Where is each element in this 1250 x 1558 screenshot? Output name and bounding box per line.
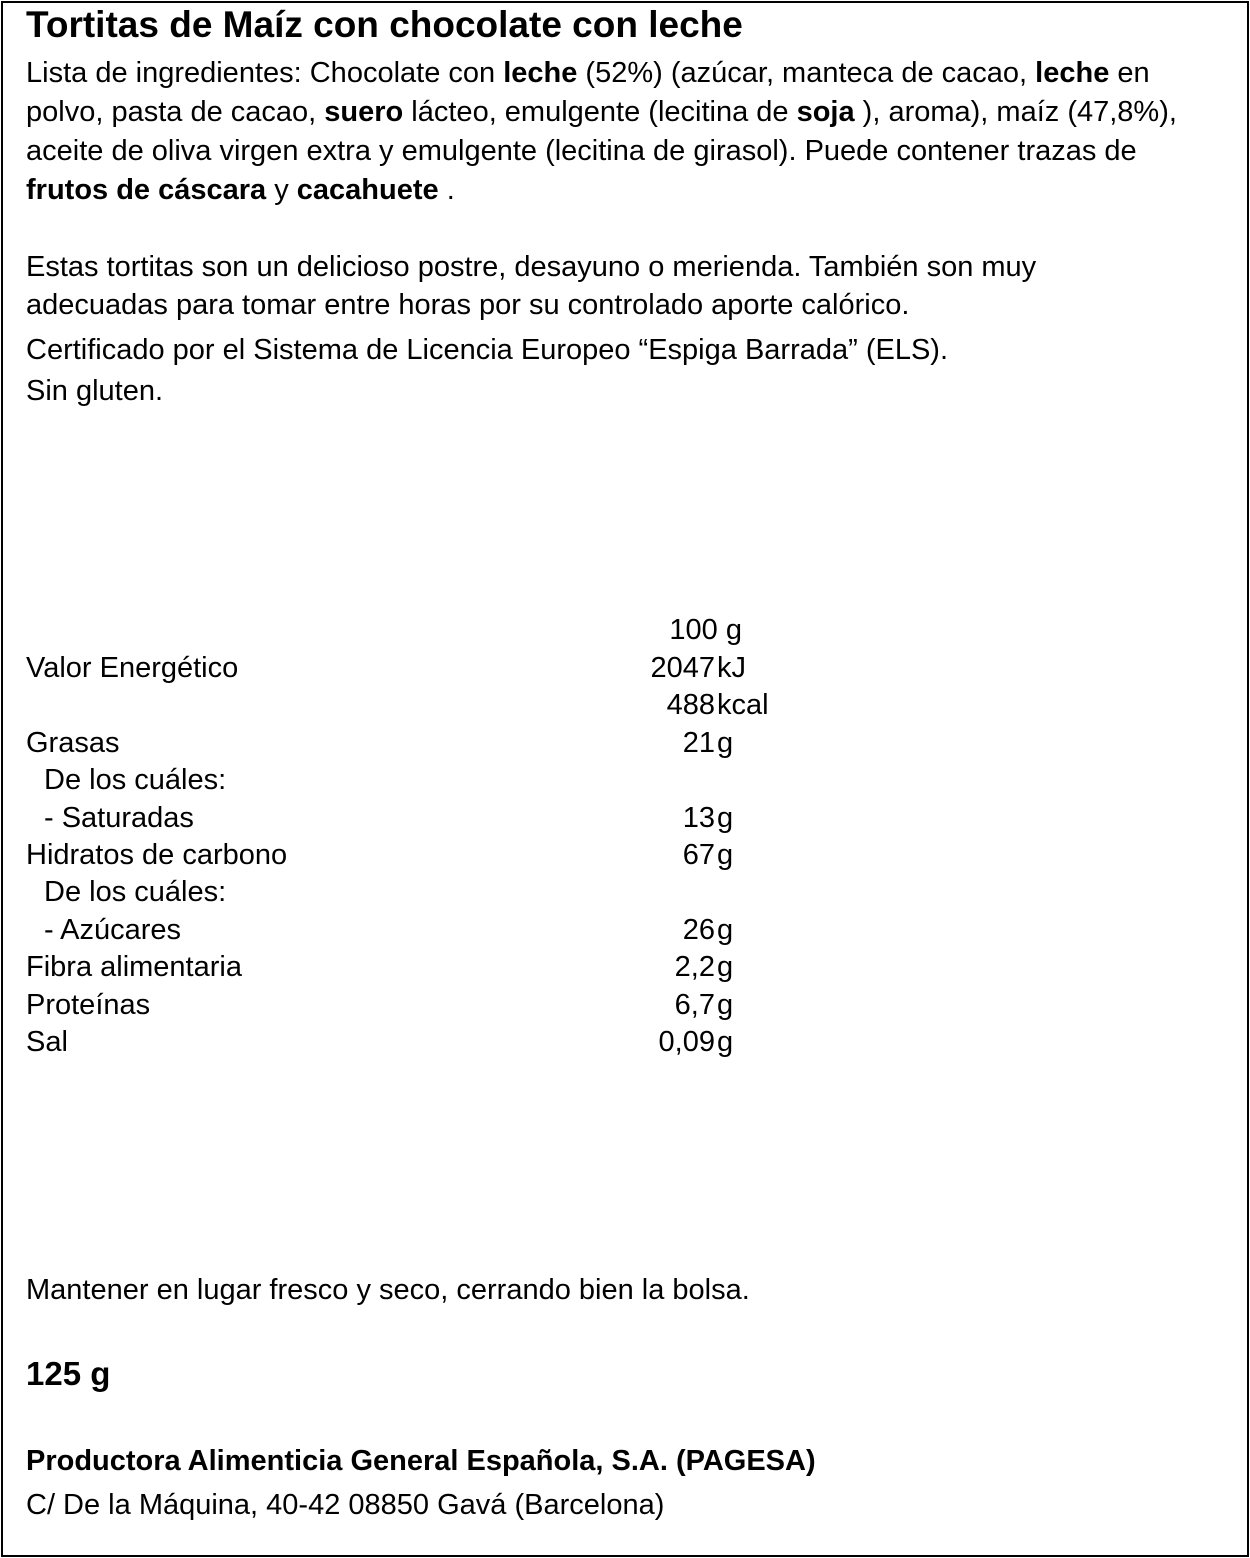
ingredients-text: (52%) (azúcar, manteca de cacao,	[577, 57, 1036, 89]
allergen-highlight: leche	[1035, 57, 1110, 89]
nutrition-label: De los cuáles:	[44, 876, 227, 908]
nutrition-unit: kJ	[717, 652, 746, 684]
product-title: Tortitas de Maíz con chocolate con leche	[26, 4, 743, 45]
nutrition-unit: g	[717, 802, 734, 834]
nutrition-label: De los cuáles:	[44, 764, 227, 796]
nutrition-unit: g	[717, 839, 734, 871]
nutrition-label: - Azúcares	[44, 914, 181, 946]
allergen-highlight: leche	[503, 57, 578, 89]
storage-text: Mantener en lugar fresco y seco, cerrando bien la bolsa.	[26, 1274, 750, 1306]
nutrition-value: 2047	[650, 652, 715, 684]
producer-address: C/ De la Máquina, 40-42 08850 Gavá (Barcelona)	[26, 1489, 665, 1521]
nutrition-label: Valor Energético	[26, 652, 239, 684]
nutrition-label: Sal	[26, 1026, 68, 1058]
producer-name: Productora Alimenticia General Española, S.A. (PAGESA)	[26, 1445, 816, 1477]
nutrition-value: 21	[682, 727, 715, 759]
ingredients-text: Lista de ingredientes: Chocolate con	[26, 57, 504, 89]
description-line-2: adecuadas para tomar entre horas por su controlado aporte calórico.	[26, 289, 910, 321]
nutrition-value: 6,7	[674, 989, 715, 1021]
nutrition-value: 26	[682, 914, 715, 946]
nutrition-unit: g	[717, 727, 734, 759]
gluten-free-text: Sin gluten.	[26, 375, 164, 407]
nutrition-value: 0,09	[658, 1026, 715, 1058]
allergen-highlight: frutos de cáscara	[26, 174, 267, 206]
ingredients-text: .	[438, 174, 455, 206]
ingredients-list	[26, 54, 1206, 210]
nutrition-header: 100 g	[669, 614, 742, 646]
allergen-highlight: suero	[324, 96, 404, 128]
allergen-highlight: cacahuete	[296, 174, 439, 206]
nutrition-value: 2,2	[674, 951, 715, 983]
ingredients-text: lácteo, emulgente (lecitina de	[403, 96, 797, 128]
ingredients-text: y	[266, 174, 297, 206]
nutrition-label: Grasas	[26, 727, 120, 759]
nutrition-unit: kcal	[717, 689, 769, 721]
nutrition-value: 67	[682, 839, 715, 871]
nutrition-label: - Saturadas	[44, 802, 194, 834]
nutrition-unit: g	[717, 1026, 734, 1058]
net-weight: 125 g	[26, 1355, 111, 1392]
nutrition-unit: g	[717, 914, 734, 946]
nutrition-label: Proteínas	[26, 989, 151, 1021]
allergen-highlight: soja	[796, 96, 855, 128]
nutrition-unit: g	[717, 951, 734, 983]
description-line-1: Estas tortitas son un delicioso postre, desayuno o merienda. También son muy	[26, 251, 1037, 283]
nutrition-label: Fibra alimentaria	[26, 951, 242, 983]
nutrition-value: 13	[682, 802, 715, 834]
nutrition-label: Hidratos de carbono	[26, 839, 288, 871]
certification-text: Certificado por el Sistema de Licencia Europeo “Espiga Barrada” (ELS).	[26, 334, 949, 366]
nutrition-value: 488	[666, 689, 715, 721]
ingredients-text: en polvo, pasta de cacao,	[26, 57, 1150, 128]
ingredients-text: ), aroma), maíz (47,8%), aceite de oliva virgen extra y emulgente (lecitina de girasol). Puede contener trazas de	[26, 96, 1177, 167]
nutrition-unit: g	[717, 989, 734, 1021]
